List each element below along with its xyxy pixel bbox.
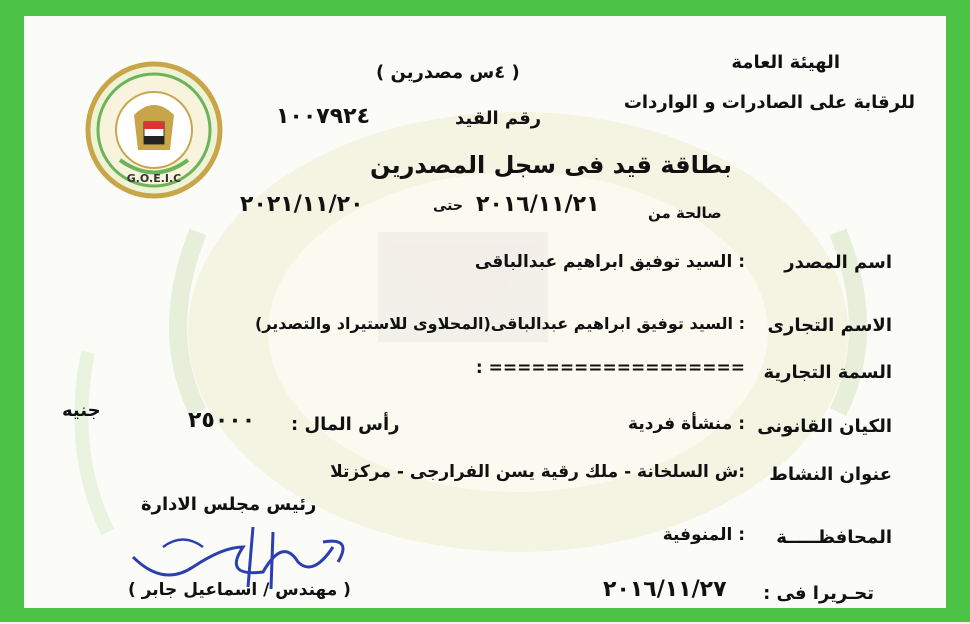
reg-number: ١٠٠٧٩٢٤	[276, 104, 370, 129]
valid-to-date: ٢٠٢١/١١/٢٠	[240, 192, 364, 217]
valid-to-label: حتى	[433, 198, 463, 214]
reg-label: رقم القيد	[455, 108, 542, 129]
governorate-value: : المنوفية	[662, 525, 745, 545]
capital-value: ٢٥٠٠٠	[188, 408, 256, 433]
seal-text: G.O.E.I.C	[126, 172, 182, 185]
governorate-label: المحافظـــــة	[776, 527, 892, 548]
signature-title: رئيس مجلس الادارة	[141, 494, 317, 515]
trade-name-value: : السيد توفيق ابراهيم عبدالباقى(المحلاوى للاستيراد والتصدير)	[254, 314, 745, 333]
trade-mark-value: : ==================	[475, 358, 745, 378]
capital-unit: جنيه	[62, 400, 101, 421]
signatory-name: ( مهندس / اسماعيل جابر )	[128, 580, 351, 600]
address-label: عنوان النشاط	[769, 464, 892, 485]
exporter-name-label: اسم المصدر	[784, 252, 892, 273]
trade-name-label: الاسم التجارى	[767, 315, 892, 336]
org-line-2: للرقابة على الصادرات و الواردات	[623, 92, 915, 113]
legal-entity-label: الكيان القانونى	[757, 416, 892, 437]
issued-date: ٢٠١٦/١١/٢٧	[603, 577, 727, 602]
form-code: ( ٤س مصدرين )	[376, 62, 520, 83]
exporter-name-value: : السيد توفيق ابراهيم عبدالباقى	[474, 252, 745, 272]
address-value: :ش السلخانة - ملك رقية يسن الفرارجى - مركزتلا	[330, 462, 745, 482]
goeic-seal-icon	[84, 60, 224, 200]
card-title: بطاقة قيد فى سجل المصدرين	[370, 151, 733, 179]
trade-mark-label: السمة التجارية	[763, 362, 892, 383]
legal-entity-value: : منشأة فردية	[628, 414, 745, 434]
valid-from-label: صالحة من	[648, 204, 722, 222]
capital-label: رأس المال :	[291, 414, 400, 435]
valid-from-date: ٢٠١٦/١١/٢١	[476, 192, 600, 217]
issued-label: تحـريرا فى :	[763, 583, 874, 604]
org-line-1: الهيئة العامة	[731, 52, 840, 73]
